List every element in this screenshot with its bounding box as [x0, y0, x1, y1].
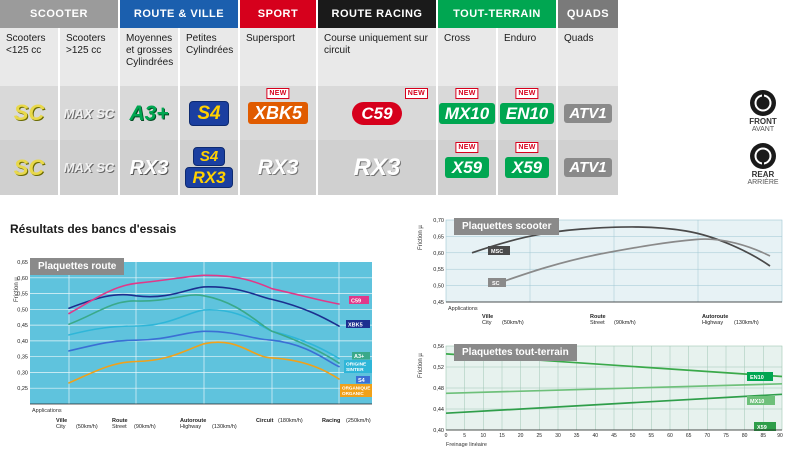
badge-sc: SC — [13, 100, 45, 125]
svg-text:0,60: 0,60 — [433, 250, 444, 257]
svg-text:0,50: 0,50 — [433, 283, 444, 290]
badge-a3plus: A3+ — [129, 101, 169, 125]
product-application-table — [0, 0, 800, 195]
svg-text:(90km/h): (90km/h) — [614, 320, 636, 326]
subhead-cross: Cross — [438, 28, 498, 86]
cell-front-petites[interactable] — [180, 86, 240, 140]
badge-c59: C59 — [352, 102, 401, 125]
svg-text:50: 50 — [629, 433, 636, 439]
front-sub-label: AVANT — [751, 126, 775, 133]
tag-xbk5: XBK5 — [348, 322, 363, 329]
cell-rear-moyennes[interactable] — [120, 140, 180, 195]
product-row-front — [0, 86, 800, 140]
subhead-petites-cylindrees: Petites Cylindrées — [180, 28, 240, 86]
badge-max-sc-rear: MAX SC — [63, 160, 115, 175]
svg-text:75: 75 — [723, 433, 729, 439]
svg-text:Route: Route — [112, 418, 128, 424]
svg-text:0,55: 0,55 — [433, 267, 444, 274]
chart-tt-xticks — [445, 433, 783, 439]
svg-text:(50km/h): (50km/h) — [502, 320, 524, 326]
new-badge-xbk5: NEW — [266, 88, 289, 99]
svg-text:45: 45 — [611, 433, 617, 439]
subhead-course-circuit: Course uniquement sur circuit — [318, 28, 438, 86]
panel-label-tout-terrain: Plaquettes tout-terrain — [454, 344, 577, 361]
new-badge-x59-cross: NEW — [455, 142, 478, 153]
svg-text:0,56: 0,56 — [433, 344, 444, 350]
cell-front-supersport[interactable] — [240, 86, 318, 140]
badge-x59-cross: X59 — [445, 157, 489, 178]
badge-x59-enduro: X59 — [505, 157, 549, 178]
cell-front-moyennes[interactable] — [120, 86, 180, 140]
svg-text:10: 10 — [480, 433, 487, 439]
subhead-enduro: Enduro — [498, 28, 558, 86]
svg-text:Autoroute: Autoroute — [702, 314, 729, 320]
svg-text:25: 25 — [536, 433, 543, 439]
results-title: Résultats des bancs d'essais — [10, 222, 177, 236]
svg-text:0,25: 0,25 — [17, 386, 28, 393]
badge-rx3-racing: RX3 — [353, 153, 401, 181]
svg-text:City: City — [56, 424, 66, 430]
tag-msc: MSC — [491, 248, 504, 255]
badge-s4-rear: S4 — [193, 147, 225, 166]
category-tout-terrain: TOUT-TERRAIN — [438, 0, 558, 28]
svg-text:80: 80 — [741, 433, 748, 439]
rear-marker — [736, 143, 790, 186]
chart-tt-yticks — [433, 344, 444, 434]
svg-text:0,40: 0,40 — [433, 428, 444, 434]
svg-text:Highway: Highway — [180, 424, 202, 430]
front-marker — [736, 90, 790, 133]
svg-text:(130km/h): (130km/h) — [734, 320, 759, 326]
badge-max-sc: MAX SC — [63, 105, 115, 121]
svg-text:(250km/h): (250km/h) — [346, 418, 371, 424]
svg-text:20: 20 — [517, 433, 524, 439]
subhead-supersport: Supersport — [240, 28, 318, 86]
chart-tt-xlabel: Freinage linéaire — [446, 442, 487, 448]
svg-text:0,65: 0,65 — [17, 260, 28, 266]
cell-rear-quads[interactable] — [558, 140, 620, 195]
tag-s4: S4 — [358, 378, 365, 384]
svg-text:0,50: 0,50 — [17, 307, 28, 314]
subcategory-header-row — [0, 28, 800, 86]
svg-text:60: 60 — [667, 433, 673, 439]
tag-en10: EN10 — [750, 374, 764, 381]
chart-plaquettes-scooter — [410, 212, 792, 332]
panel-label-scooter: Plaquettes scooter — [454, 218, 559, 235]
subhead-moyennes-grosses: Moyennes et grosses Cylindrées — [120, 28, 180, 86]
cell-front-quads[interactable] — [558, 86, 620, 140]
cell-rear-cross[interactable] — [438, 140, 498, 195]
badge-sc-rear: SC — [13, 154, 45, 180]
tag-organique-1: ORGANIQUE — [342, 385, 371, 391]
front-label: FRONT — [749, 117, 777, 126]
rear-sub-label: ARRIÈRE — [747, 179, 779, 186]
tag-origine-2: SINTER — [346, 368, 364, 373]
svg-text:90: 90 — [777, 433, 783, 439]
cell-rear-scooter-under125[interactable] — [0, 140, 60, 195]
svg-text:Racing: Racing — [322, 418, 341, 424]
svg-text:30: 30 — [555, 433, 561, 439]
tag-sc: SC — [492, 280, 500, 287]
tag-origine-1: ORIGINE — [346, 362, 367, 368]
svg-text:0: 0 — [444, 433, 448, 439]
cell-rear-enduro[interactable] — [498, 140, 558, 195]
svg-text:70: 70 — [704, 433, 711, 439]
chart-scooter-yticks — [433, 218, 444, 306]
cell-front-enduro[interactable] — [498, 86, 558, 140]
cell-front-scooter-over125[interactable] — [60, 86, 120, 140]
tag-c59: C59 — [351, 298, 362, 305]
tag-a3: A3+ — [354, 354, 365, 360]
cell-rear-scooter-over125[interactable] — [60, 140, 120, 195]
svg-text:0,45: 0,45 — [433, 300, 444, 306]
svg-text:Route: Route — [590, 314, 606, 320]
new-badge-mx10: NEW — [455, 88, 478, 99]
subhead-scooter-over125: Scooters >125 cc — [60, 28, 120, 86]
badge-xbk5: XBK5 — [248, 102, 308, 124]
badge-atv1: ATV1 — [564, 104, 611, 123]
svg-text:Circuit: Circuit — [256, 418, 274, 424]
svg-text:City: City — [482, 320, 492, 326]
cell-rear-racing[interactable] — [318, 140, 438, 195]
subhead-quads: Quads — [558, 28, 620, 86]
category-header-row — [0, 0, 800, 28]
svg-text:0,70: 0,70 — [433, 218, 444, 224]
tag-organique-2: ORGANIC — [342, 391, 364, 396]
badge-mx10: MX10 — [439, 103, 495, 124]
chart-route-ylabel: Friction µ — [14, 277, 20, 302]
svg-text:15: 15 — [499, 433, 505, 439]
badge-atv1-rear: ATV1 — [564, 158, 611, 177]
chart-plaquettes-tout-terrain — [410, 338, 792, 456]
badge-rx3-small-rear: RX3 — [185, 167, 232, 188]
svg-text:(180km/h): (180km/h) — [278, 418, 303, 424]
svg-text:Autoroute: Autoroute — [180, 418, 207, 424]
category-scooter: SCOOTER — [0, 0, 120, 28]
svg-text:0,30: 0,30 — [17, 370, 28, 377]
chart-route-xticks — [56, 418, 371, 430]
cell-rear-supersport[interactable] — [240, 140, 318, 195]
chart-route-plot-bg — [30, 262, 372, 404]
category-sport: SPORT — [240, 0, 318, 28]
badge-s4: S4 — [189, 101, 228, 126]
category-spacer — [620, 0, 800, 28]
svg-text:Street: Street — [590, 320, 605, 326]
svg-text:Highway: Highway — [702, 320, 724, 326]
cell-rear-petites[interactable] — [180, 140, 240, 195]
chart-tt-ylabel: Friction µ — [418, 353, 424, 378]
svg-text:0,55: 0,55 — [17, 291, 28, 298]
svg-text:40: 40 — [592, 433, 599, 439]
svg-text:0,35: 0,35 — [17, 354, 28, 361]
svg-text:(90km/h): (90km/h) — [134, 424, 156, 430]
category-quads: QUADS — [558, 0, 620, 28]
chart-plaquettes-route — [8, 252, 392, 442]
category-route-ville: ROUTE & VILLE — [120, 0, 240, 28]
svg-text:0,40: 0,40 — [17, 338, 28, 345]
cell-rear-marker — [620, 140, 800, 195]
svg-text:(130km/h): (130km/h) — [212, 424, 237, 430]
svg-text:5: 5 — [463, 433, 467, 439]
svg-text:0,44: 0,44 — [433, 407, 444, 413]
svg-text:Ville: Ville — [56, 418, 68, 424]
chart-scooter-ylabel: Friction µ — [418, 225, 424, 250]
cell-front-racing[interactable] — [318, 86, 438, 140]
svg-text:55: 55 — [648, 433, 655, 439]
front-disc-icon — [750, 90, 776, 116]
svg-text:0,60: 0,60 — [17, 275, 28, 282]
category-route-racing: ROUTE RACING — [318, 0, 438, 28]
product-row-rear — [0, 140, 800, 195]
svg-text:65: 65 — [685, 433, 692, 439]
svg-text:Street: Street — [112, 424, 127, 430]
subhead-spacer — [620, 28, 800, 86]
badge-rx3-rear: RX3 — [129, 156, 169, 179]
rear-disc-icon — [750, 143, 776, 169]
cell-front-cross[interactable] — [438, 86, 498, 140]
svg-text:35: 35 — [573, 433, 580, 439]
chart-scooter-xticks — [482, 314, 759, 326]
rear-label: REAR — [751, 170, 775, 179]
new-badge-c59: NEW — [405, 88, 428, 99]
panel-label-route: Plaquettes route — [30, 258, 124, 275]
svg-text:0,52: 0,52 — [433, 365, 444, 371]
badge-rx3-supersport: RX3 — [257, 156, 299, 179]
svg-text:85: 85 — [760, 433, 767, 439]
new-badge-x59-enduro: NEW — [515, 142, 538, 153]
chart-route-svg — [8, 252, 392, 442]
cell-front-scooter-under125[interactable] — [0, 86, 60, 140]
subhead-scooter-under125: Scooters <125 cc — [0, 28, 60, 86]
tag-x59: X59 — [757, 424, 767, 431]
svg-text:0,48: 0,48 — [433, 386, 444, 392]
svg-text:(50km/h): (50km/h) — [76, 424, 98, 430]
svg-text:Ville: Ville — [482, 314, 494, 320]
svg-text:0,45: 0,45 — [17, 323, 28, 330]
cell-front-marker — [620, 86, 800, 140]
badge-en10: EN10 — [500, 103, 555, 124]
new-badge-en10: NEW — [515, 88, 538, 99]
svg-text:0,65: 0,65 — [433, 234, 444, 241]
tag-mx10: MX10 — [750, 398, 765, 405]
chart-scooter-xlabel: Applications — [448, 306, 478, 312]
chart-route-xlabel: Applications — [32, 408, 62, 414]
